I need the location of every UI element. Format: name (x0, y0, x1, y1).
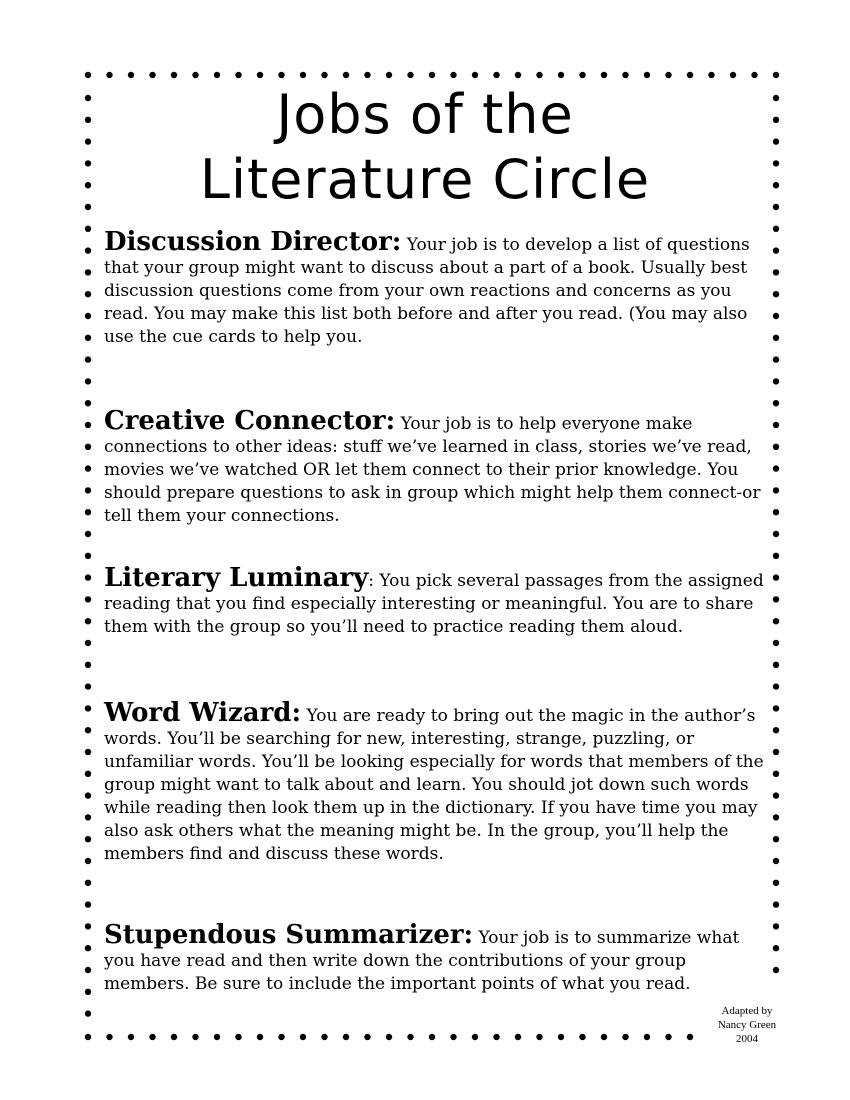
border-dot (773, 945, 779, 951)
border-dot (622, 1034, 628, 1040)
border-dot (773, 531, 779, 537)
border-dot (149, 72, 155, 78)
border-dot (493, 72, 499, 78)
border-dot (773, 836, 779, 842)
border-dot (773, 858, 779, 864)
job-discussion-director (104, 227, 764, 349)
border-dot (300, 72, 306, 78)
border-dot (773, 880, 779, 886)
border-dot (773, 662, 779, 668)
job-description: Your job is to summarize what you have read and then write down the contributions of your group members. Be sure to include the important points of what you read. (104, 928, 740, 994)
border-dot (773, 923, 779, 929)
border-dot (85, 989, 91, 995)
border-dot (773, 487, 779, 493)
border-dot (85, 1010, 91, 1016)
border-dot (773, 509, 779, 515)
border-dot (214, 72, 220, 78)
border-dot (85, 356, 91, 362)
border-dot (773, 72, 779, 78)
border-dot (665, 1034, 671, 1040)
job-description: You are ready to bring out the magic in the author’s words. You’ll be searching for new, interesting, strange, puzzling, or unfamiliar words. You’ll be looking especially for words that members of the group might want to talk about and learn. You should jot down such words while reading then look them up in the dictionary. If you have time you may also ask others what the meaning might be. In the group, you’ll help the members find and discuss these words. (104, 706, 764, 864)
border-dot (343, 1034, 349, 1040)
border-dot (85, 444, 91, 450)
border-dot (364, 72, 370, 78)
border-dot (85, 335, 91, 341)
border-dot (85, 836, 91, 842)
border-dot (579, 1034, 585, 1040)
border-dot (407, 72, 413, 78)
border-dot (257, 1034, 263, 1040)
border-dot (773, 705, 779, 711)
border-dot (472, 72, 478, 78)
border-dot (687, 72, 693, 78)
border-dot (85, 465, 91, 471)
border-dot (85, 400, 91, 406)
border-dot (429, 72, 435, 78)
border-dot (773, 749, 779, 755)
border-dot (364, 1034, 370, 1040)
border-dot (665, 72, 671, 78)
border-dot (773, 553, 779, 559)
border-dot (85, 531, 91, 537)
border-dot (85, 792, 91, 798)
border-dot (730, 72, 736, 78)
border-dot (773, 901, 779, 907)
border-dot (171, 1034, 177, 1040)
border-dot (773, 335, 779, 341)
border-dot (773, 683, 779, 689)
border-dot (85, 574, 91, 580)
border-dot (751, 72, 757, 78)
border-dot (85, 422, 91, 428)
border-dot (773, 444, 779, 450)
border-dot (343, 72, 349, 78)
border-dot (773, 574, 779, 580)
border-dot (85, 247, 91, 253)
border-dot (773, 291, 779, 297)
border-dot (558, 1034, 564, 1040)
border-dot (773, 771, 779, 777)
border-dot (386, 1034, 392, 1040)
border-dot (106, 72, 112, 78)
border-dot (300, 1034, 306, 1040)
border-dot (429, 1034, 435, 1040)
border-dot (85, 967, 91, 973)
job-name: Stupendous Summarizer: (104, 920, 474, 950)
border-dot (85, 858, 91, 864)
border-dot (472, 1034, 478, 1040)
border-dot (85, 683, 91, 689)
border-dot (85, 291, 91, 297)
border-dot (235, 1034, 241, 1040)
border-dot (85, 945, 91, 951)
border-dot (85, 923, 91, 929)
border-dot (773, 313, 779, 319)
job-literary-luminary (104, 563, 764, 639)
job-stupendous-summarizer (104, 920, 764, 996)
credit-line: Adapted by (721, 1005, 773, 1017)
border-dot (515, 72, 521, 78)
border-dot (579, 72, 585, 78)
border-dot (321, 1034, 327, 1040)
job-name: Word Wizard: (104, 698, 302, 728)
border-dot (85, 269, 91, 275)
border-dot (407, 1034, 413, 1040)
border-dot (85, 313, 91, 319)
border-dot (558, 72, 564, 78)
border-dot (85, 705, 91, 711)
border-dot (85, 378, 91, 384)
border-dot (773, 400, 779, 406)
border-dot (773, 596, 779, 602)
border-dot (278, 1034, 284, 1040)
border-dot (85, 749, 91, 755)
border-dot (687, 1034, 693, 1040)
border-dot (85, 880, 91, 886)
border-dot (85, 727, 91, 733)
border-dot (85, 640, 91, 646)
border-dot (773, 727, 779, 733)
border-dot (85, 72, 91, 78)
border-dot (85, 901, 91, 907)
border-dot (773, 378, 779, 384)
job-creative-connector (104, 406, 764, 528)
border-dot (106, 1034, 112, 1040)
border-dot (773, 422, 779, 428)
job-name: Creative Connector: (104, 406, 396, 436)
border-dot (708, 72, 714, 78)
border-dot (536, 72, 542, 78)
border-dot (214, 1034, 220, 1040)
border-dot (85, 771, 91, 777)
border-dot (622, 72, 628, 78)
border-dot (644, 1034, 650, 1040)
border-dot (321, 72, 327, 78)
border-dot (128, 72, 134, 78)
border-dot (278, 72, 284, 78)
border-dot (171, 72, 177, 78)
border-dot (601, 72, 607, 78)
border-dot (128, 1034, 134, 1040)
border-dot (149, 1034, 155, 1040)
border-dot (257, 72, 263, 78)
border-dot (85, 553, 91, 559)
border-dot (192, 72, 198, 78)
job-description: : You pick several passages from the assigned reading that you find especially interesting or meaningful. You are to share them with the group so you’ll need to practice reading them aloud. (104, 571, 764, 637)
border-dot (773, 814, 779, 820)
border-dot (773, 269, 779, 275)
border-dot (85, 618, 91, 624)
border-dot (515, 1034, 521, 1040)
border-dot (85, 814, 91, 820)
job-description: Your job is to help everyone make connections to other ideas: stuff we’ve learned in class, stories we’ve read, movies we’ve watched OR let them connect to their prior knowledge. You should prepare questions to ask in group which might help them connect-or tell them your connections. (104, 414, 761, 526)
border-dot (85, 596, 91, 602)
border-dot (85, 662, 91, 668)
credit-line: Nancy Green (717, 1019, 777, 1031)
border-dot (85, 487, 91, 493)
border-dot (450, 72, 456, 78)
border-dot (773, 356, 779, 362)
border-dot (601, 1034, 607, 1040)
border-dot (773, 640, 779, 646)
page-title-line-1: Jobs of the (276, 83, 574, 146)
border-dot (536, 1034, 542, 1040)
border-dot (773, 792, 779, 798)
border-dot (450, 1034, 456, 1040)
border-dot (85, 1034, 91, 1040)
border-dot (386, 72, 392, 78)
border-dot (85, 226, 91, 232)
credit-line: 2004 (736, 1033, 758, 1045)
job-description: Your job is to develop a list of questions that your group might want to discuss about a part of a book. Usually best discussion questions come from your own reactions and concerns as you read. You may make this list both before and after you read. (You may also use the cue cards to help you. (104, 235, 750, 347)
border-dot (493, 1034, 499, 1040)
border-dot (644, 72, 650, 78)
page-title-line-2: Literature Circle (199, 148, 651, 211)
border-dot (773, 967, 779, 973)
border-dot (773, 247, 779, 253)
border-dot (773, 465, 779, 471)
border-dot (85, 509, 91, 515)
border-dot (192, 1034, 198, 1040)
job-name: Literary Luminary (104, 563, 369, 593)
author-credit (700, 1004, 794, 1046)
border-dot (773, 226, 779, 232)
border-dot (235, 72, 241, 78)
job-name: Discussion Director: (104, 227, 402, 257)
job-word-wizard (104, 698, 764, 866)
border-dot (773, 618, 779, 624)
